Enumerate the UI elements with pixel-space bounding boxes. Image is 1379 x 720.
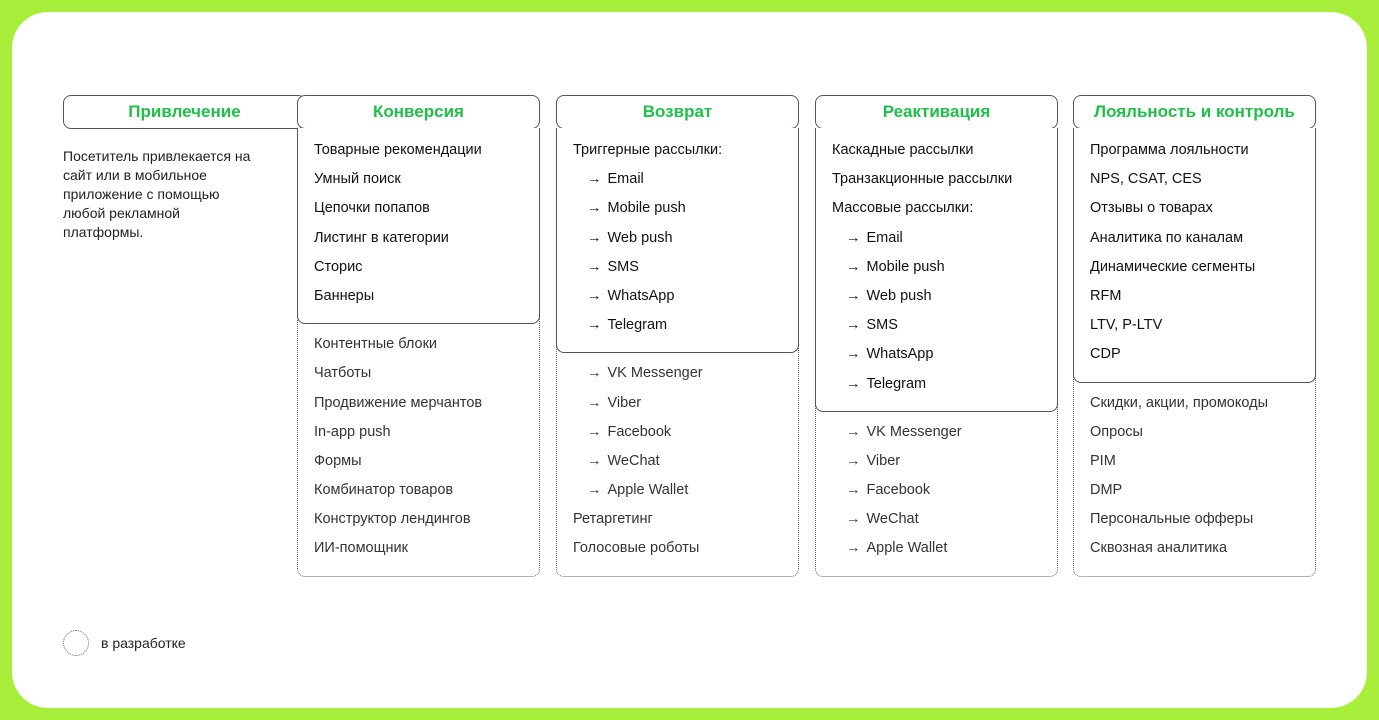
arrow-right-icon: → (846, 423, 861, 440)
list-item (573, 365, 782, 394)
list-item-label: Скидки, акции, промокоды (1090, 394, 1268, 411)
list-item (314, 336, 523, 365)
active-list (1073, 128, 1316, 383)
list-item (1090, 142, 1299, 171)
list-item-label: PIM (1090, 452, 1116, 469)
list-item (314, 200, 523, 229)
list-item-label: Комбинатор товаров (314, 482, 454, 499)
list-item (573, 230, 782, 259)
list-item-label: Цепочки попапов (314, 200, 430, 217)
list-item-label: SMS (866, 317, 898, 334)
list-item-label: VK Messenger (607, 365, 703, 382)
list-item-label: Сквозная аналитика (1090, 540, 1228, 557)
list-item (314, 259, 523, 288)
list-item (1090, 453, 1299, 482)
list-item (573, 142, 782, 171)
legend (63, 630, 186, 656)
list-item (314, 230, 523, 259)
list-item (832, 142, 1041, 171)
list-item (1090, 346, 1299, 375)
list-item (832, 288, 1041, 317)
arrow-right-icon: → (587, 482, 602, 499)
list-item-label: Apple Wallet (607, 482, 689, 499)
list-item (314, 395, 523, 424)
list-item-label: Баннеры (314, 287, 375, 304)
list-item (832, 200, 1041, 229)
list-item-label: Mobile push (866, 258, 945, 275)
list-item (1090, 540, 1299, 569)
list-item-label: Email (866, 229, 903, 246)
arrow-right-icon: → (587, 452, 602, 469)
list-item-label: Каскадные рассылки (832, 142, 974, 158)
list-item-label: Отзывы о товарах (1090, 200, 1213, 217)
arrow-right-icon: → (846, 229, 861, 246)
list-item-label: NPS, CSAT, CES (1090, 171, 1202, 188)
list-item (832, 317, 1041, 346)
list-item-label: Конструктор лендингов (314, 511, 471, 528)
arrow-right-icon: → (846, 258, 861, 275)
active-list (556, 128, 799, 353)
arrow-right-icon: → (846, 511, 861, 528)
list-item (832, 259, 1041, 288)
column-title: Конверсия (297, 95, 540, 129)
column-description: Посетитель привлекается на сайт или в мобильное приложение с помощью любой рекламной платформы. (63, 148, 251, 240)
column-acquisition (63, 95, 306, 242)
list-item-label: Mobile push (607, 200, 686, 217)
arrow-right-icon: → (587, 200, 602, 217)
list-item (314, 482, 523, 511)
list-item (314, 511, 523, 540)
list-item (832, 482, 1041, 511)
list-item-label: In-app push (314, 423, 391, 440)
list-item (1090, 288, 1299, 317)
list-item-label: Telegram (607, 317, 668, 334)
list-item-label: Facebook (866, 482, 931, 499)
list-item-label: Контентные блоки (314, 336, 438, 353)
column-title: Реактивация (815, 95, 1058, 129)
list-item (314, 453, 523, 482)
list-item-label: Листинг в категории (314, 229, 449, 246)
list-item (573, 395, 782, 424)
arrow-right-icon: → (846, 346, 861, 363)
column-reactivation (815, 95, 1058, 577)
list-item-label: Умный поиск (314, 171, 401, 188)
list-item-label: Web push (607, 229, 673, 246)
list-item (573, 317, 782, 346)
arrow-right-icon: → (587, 258, 602, 275)
list-item (314, 171, 523, 200)
list-item (314, 142, 523, 171)
list-item-label: Аналитика по каналам (1090, 229, 1244, 246)
list-item (573, 453, 782, 482)
arrow-right-icon: → (846, 287, 861, 304)
list-item-label: Голосовые роботы (573, 540, 700, 557)
list-item-label: VK Messenger (866, 423, 962, 440)
list-item-label: Сторис (314, 258, 363, 275)
list-item-label: Telegram (866, 375, 927, 392)
list-item-label: Продвижение мерчантов (314, 394, 483, 411)
arrow-right-icon: → (587, 287, 602, 304)
list-item-label: SMS (607, 258, 639, 275)
column-title: Привлечение (63, 95, 306, 129)
list-item (832, 230, 1041, 259)
list-item-label: ИИ-помощник (314, 540, 409, 557)
list-item-label: DMP (1090, 482, 1123, 499)
column-return (556, 95, 799, 577)
list-item (573, 171, 782, 200)
list-item-label: WhatsApp (607, 287, 675, 304)
list-item (832, 453, 1041, 482)
arrow-right-icon: → (846, 482, 861, 499)
list-item-label: Чатботы (314, 365, 372, 382)
list-item (1090, 511, 1299, 540)
list-item-label: Facebook (607, 423, 672, 440)
list-item (1090, 259, 1299, 288)
list-item (832, 540, 1041, 569)
list-item (832, 376, 1041, 405)
arrow-right-icon: → (587, 365, 602, 382)
list-item (832, 346, 1041, 375)
diagram-frame (12, 12, 1367, 708)
list-item (314, 540, 523, 569)
list-item-label: Программа лояльности (1090, 142, 1249, 158)
list-item (314, 365, 523, 394)
column-title: Возврат (556, 95, 799, 129)
arrow-right-icon: → (846, 452, 861, 469)
list-item (1090, 230, 1299, 259)
list-item (573, 259, 782, 288)
list-item (573, 511, 782, 540)
list-item (573, 424, 782, 453)
active-list (297, 128, 540, 324)
list-item (1090, 171, 1299, 200)
list-item-label: WeChat (866, 511, 919, 528)
arrow-right-icon: → (587, 229, 602, 246)
dotted-circle-icon (63, 630, 89, 656)
list-item-label: Динамические сегменты (1090, 258, 1256, 275)
list-item (1090, 482, 1299, 511)
list-item (832, 511, 1041, 540)
list-item (573, 482, 782, 511)
list-item-label: Персональные офферы (1090, 511, 1254, 528)
arrow-right-icon: → (846, 540, 861, 557)
list-item (832, 424, 1041, 453)
list-item (832, 171, 1041, 200)
column-conversion (297, 95, 540, 577)
arrow-right-icon: → (587, 317, 602, 334)
planned-list (556, 345, 799, 576)
list-item-label: RFM (1090, 287, 1122, 304)
list-item (573, 540, 782, 569)
list-item-label: Массовые рассылки: (832, 200, 974, 217)
planned-list (1073, 375, 1316, 577)
arrow-right-icon: → (587, 423, 602, 440)
arrow-right-icon: → (587, 394, 602, 411)
list-item-label: CDP (1090, 346, 1121, 363)
list-item (1090, 317, 1299, 346)
list-item-label: Формы (314, 452, 362, 469)
column-loyalty (1073, 95, 1316, 577)
list-item (1090, 395, 1299, 424)
list-item-label: Viber (866, 452, 901, 469)
list-item-label: LTV, P-LTV (1090, 317, 1163, 334)
planned-list (815, 404, 1058, 577)
active-list (815, 128, 1058, 412)
arrow-right-icon: → (846, 317, 861, 334)
column-title: Лояльность и контроль (1073, 95, 1316, 129)
planned-list (297, 316, 540, 577)
list-item-label: Транзакционные рассылки (832, 171, 1013, 188)
list-item (314, 424, 523, 453)
list-item-label: Apple Wallet (866, 540, 948, 557)
list-item (314, 288, 523, 317)
list-item-label: Триггерные рассылки: (573, 142, 723, 158)
arrow-right-icon: → (846, 375, 861, 392)
list-item-label: Опросы (1090, 423, 1143, 440)
legend-label: в разработке (101, 635, 186, 651)
list-item-label: WhatsApp (866, 346, 934, 363)
list-item-label: Web push (866, 287, 932, 304)
list-item-label: Email (607, 171, 644, 188)
list-item (573, 288, 782, 317)
list-item (1090, 200, 1299, 229)
list-item (573, 200, 782, 229)
list-item-label: WeChat (607, 452, 660, 469)
arrow-right-icon: → (587, 171, 602, 188)
list-item (1090, 424, 1299, 453)
list-item-label: Ретаргетинг (573, 511, 653, 528)
list-item-label: Viber (607, 394, 642, 411)
list-item-label: Товарные рекомендации (314, 142, 482, 158)
